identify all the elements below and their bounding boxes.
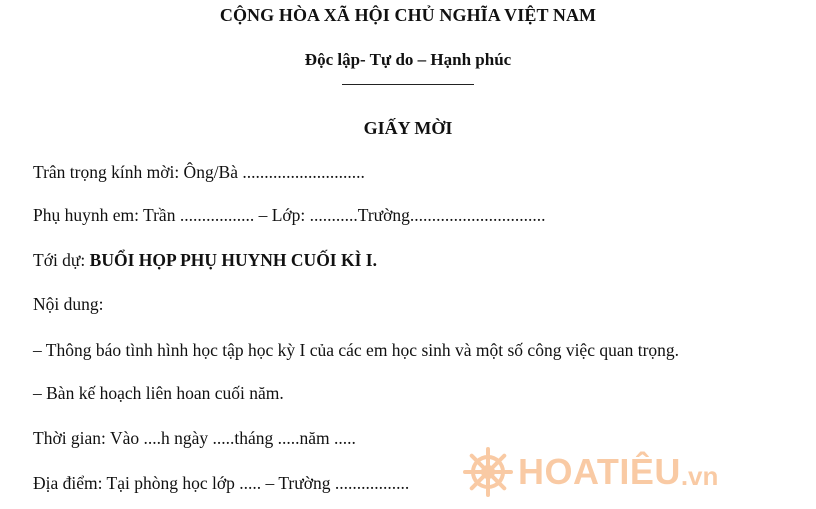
attend-event: BUỔI HỌP PHỤ HUYNH CUỐI KÌ I. [89,250,377,270]
watermark-brand: HOATIÊU [518,451,681,492]
content-item: – Bàn kế hoạch liên hoan cuối năm. [33,383,284,403]
national-motto: Độc lập- Tự do – Hạnh phúc [304,50,512,69]
content-item: – Thông báo tình hình học tập học kỳ I của các em học sinh và một số công việc quan trọng. [33,340,680,360]
attend-line [33,250,377,271]
header-divider [342,84,474,85]
watermark [462,444,719,500]
national-title: CỘNG HÒA XÃ HỘI CHỦ NGHĨA VIỆT NAM [219,5,597,25]
invite-line: Trân trọng kính mời: Ông/Bà ............................ [33,162,365,182]
document-title: GIẤY MỜI [363,118,453,138]
ship-wheel-icon [462,446,514,498]
parent-line: Phụ huynh em: Trần ................. – Lớp: ...........Trường............................... [33,205,546,225]
content-label: Nội dung: [33,294,104,314]
attend-prefix: Tới dự: [33,250,90,270]
place-line: Địa điểm: Tại phòng học lớp ..... – Trường ................. [33,473,410,493]
time-line: Thời gian: Vào ....h ngày .....tháng .....năm ..... [33,428,356,448]
watermark-suffix: .vn [680,461,719,491]
